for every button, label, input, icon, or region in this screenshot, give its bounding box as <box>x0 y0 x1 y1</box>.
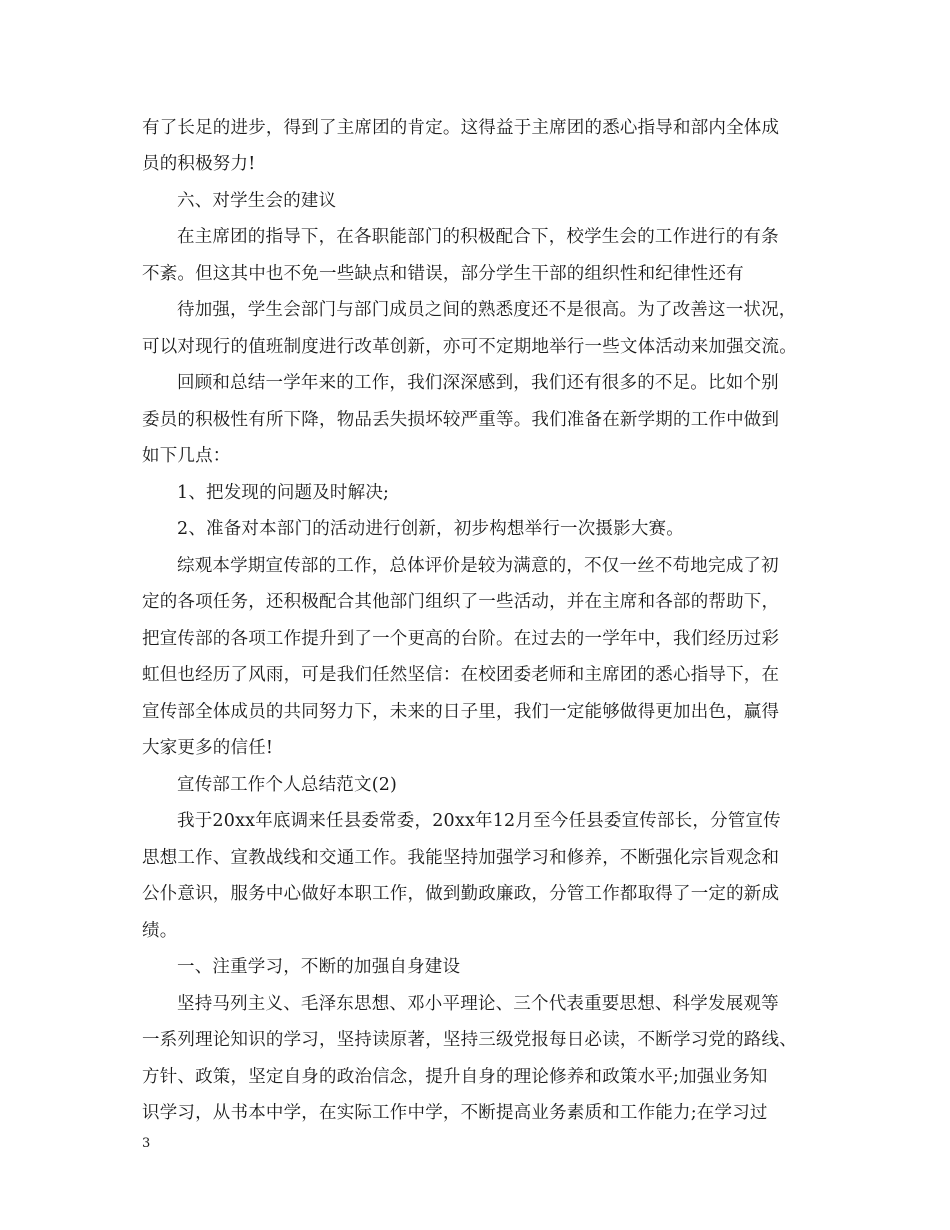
text-line: 员的积极努力! <box>142 154 256 174</box>
text-line: 宣传部全体成员的共同努力下，未来的日子里，我们一定能够做得更加出色，赢得 <box>142 702 780 722</box>
text-line: 如下几点： <box>142 446 231 466</box>
text-line: 综观本学期宣传部的工作，总体评价是较为满意的，不仅一丝不苟地完成了初 <box>177 556 779 576</box>
text-line: 委员的积极性有所下降，物品丢失损坏较严重等。我们准备在新学期的工作中做到 <box>142 410 780 430</box>
article-title: 宣传部工作个人总结范文(2) <box>177 775 398 795</box>
text-line: 思想工作、宣教战线和交通工作。我能坚持加强学习和修养，不断强化宗旨观念和 <box>142 848 780 868</box>
text-line: 定的各项任务，还积极配合其他部门组织了一些活动，并在主席和各部的帮助下， <box>142 592 780 612</box>
text-line: 回顾和总结一学年来的工作，我们深深感到，我们还有很多的不足。比如个别 <box>177 373 779 393</box>
text-line: 方针、政策，坚定自身的政治信念，提升自身的理论修养和政策水平;加强业务知 <box>142 1067 768 1087</box>
text-line: 公仆意识，服务中心做好本职工作，做到勤政廉政，分管工作都取得了一定的新成 <box>142 884 780 904</box>
text-line: 待加强，学生会部门与部门成员之间的熟悉度还不是很高。为了改善这一状况， <box>177 300 797 320</box>
page-number: 3 <box>142 1136 151 1151</box>
text-line: 我于20xx年底调来任县委常委，20xx年12月至今任县委宣传部长，分管宣传 <box>177 811 781 831</box>
section-heading: 一、注重学习，不断的加强自身建设 <box>177 957 461 977</box>
text-line: 大家更多的信任! <box>142 738 274 758</box>
text-line: 可以对现行的值班制度进行改革创新，亦可不定期地举行一些文体活动来加强交流。 <box>142 337 797 357</box>
text-line: 虹但也经历了风雨，可是我们任然坚信：在校团委老师和主席团的悉心指导下，在 <box>142 665 780 685</box>
text-line: 一系列理论知识的学习，坚持读原著，坚持三级党报每日必读，不断学习党的路线、 <box>142 1030 797 1050</box>
list-item: 2、准备对本部门的活动进行创新，初步构想举行一次摄影大赛。 <box>177 519 684 539</box>
section-heading: 六、对学生会的建议 <box>177 191 337 211</box>
text-line: 有了长足的进步，得到了主席团的肯定。这得益于主席团的悉心指导和部内全体成 <box>142 118 780 138</box>
text-line: 绩。 <box>142 921 178 941</box>
list-item: 1、把发现的问题及时解决; <box>177 483 390 503</box>
text-line: 坚持马列主义、毛泽东思想、邓小平理论、三个代表重要思想、科学发展观等 <box>177 994 779 1014</box>
text-line: 在主席团的指导下，在各职能部门的积极配合下，校学生会的工作进行的有条 <box>177 227 779 247</box>
text-line: 识学习，从书本中学，在实际工作中学，不断提高业务素质和工作能力;在学习过 <box>142 1103 768 1123</box>
text-line: 把宣传部的各项工作提升到了一个更高的台阶。在过去的一学年中，我们经历过彩 <box>142 629 780 649</box>
text-line: 不紊。但这其中也不免一些缺点和错误，部分学生干部的组织性和纪律性还有 <box>142 264 744 284</box>
